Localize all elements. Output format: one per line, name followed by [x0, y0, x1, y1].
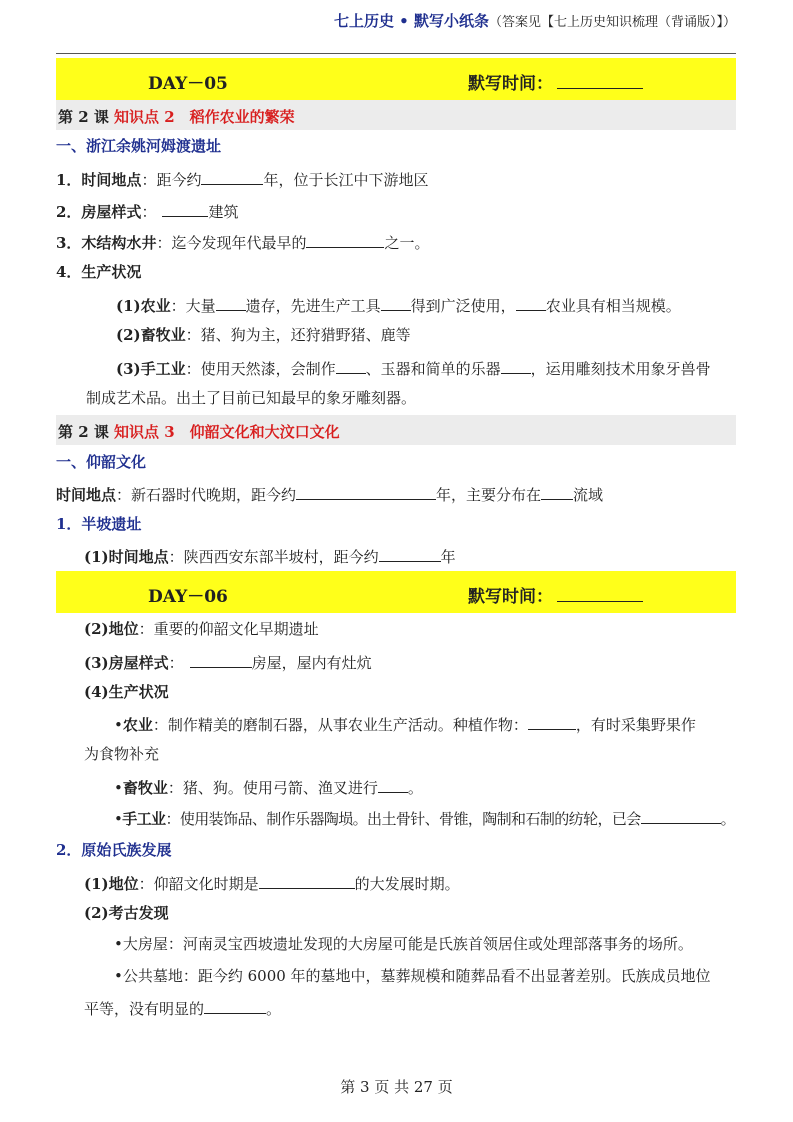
fill-blank[interactable] [336, 357, 366, 374]
fill-blank[interactable] [379, 545, 441, 562]
day-05-bar [56, 58, 736, 100]
dictation-time-blank[interactable] [557, 74, 643, 89]
fill-blank[interactable] [162, 200, 208, 217]
yangshao-time-place: 时间地点：新石器时代晚期，距今约 年，主要分布在 流域 [56, 483, 603, 505]
banpo-handicraft: •手工业：使用装饰品、制作乐器陶埙。出土骨针、骨锥，陶制和石制的纺轮，已会 。 [114, 807, 735, 829]
hemudu-handicraft: (3)手工业：使用天然漆，会制作 、玉器和简单的乐器 ，运用雕刻技术用象牙兽骨 [116, 357, 711, 379]
hemudu-item-1: 1．时间地点：距今约 年，位于长江中下游地区 [56, 168, 428, 190]
banpo-agriculture: •农业：制作精美的磨制石器，从事农业生产活动。种植作物： ，有时采集野果作 [114, 713, 696, 735]
fill-blank[interactable] [381, 294, 411, 311]
day-06-bar [56, 571, 736, 613]
clan-big-house: •大房屋：河南灵宝西坡遗址发现的大房屋可能是氏族首领居住或处理部落事务的场所。 [114, 935, 693, 953]
clan-cemetery: •公共墓地：距今约 6000 年的墓地中，墓葬规模和随葬品看不出显著差别。氏族成员地位 [114, 967, 711, 985]
fill-blank[interactable] [201, 168, 263, 185]
fill-blank[interactable] [528, 713, 576, 730]
day-06-label: DAY－06 [148, 587, 228, 607]
banpo-animal-husbandry: •畜牧业：猪、狗。使用弓箭、渔叉进行 。 [114, 776, 423, 798]
hemudu-animal-husbandry: (2)畜牧业：猪、狗为主，还狩猎野猪、鹿等 [116, 326, 411, 344]
page-header [56, 10, 736, 31]
hemudu-item-4: 4．生产状况 [56, 263, 142, 281]
clan-status: (1)地位：仰韶文化时期是 的大发展时期。 [84, 872, 460, 894]
banpo-time-place: (1)时间地点：陕西西安东部半坡村，距今约 年 [84, 545, 456, 567]
hemudu-heading: 一、浙江余姚河姆渡遗址 [56, 137, 222, 155]
fill-blank[interactable] [541, 483, 573, 500]
fill-blank[interactable] [378, 776, 408, 793]
page-number: 第 3 页 共 27 页 [340, 1078, 453, 1096]
header-rule [56, 53, 736, 54]
banpo-status: (2)地位：重要的仰韶文化早期遗址 [84, 620, 319, 638]
clan-archaeology: (2)考古发现 [84, 904, 169, 922]
hemudu-item-2: 2．房屋样式： 建筑 [56, 200, 238, 222]
dictation-time-label: 默写时间： [468, 587, 553, 607]
fill-blank[interactable] [216, 294, 246, 311]
fill-blank[interactable] [259, 872, 355, 889]
hemudu-handicraft-line-2: 制成艺术品。出土了目前已知最早的象牙雕刻器。 [86, 389, 417, 407]
header-title: 七上历史 • 默写小纸条 [333, 12, 489, 30]
day-05-label: DAY－05 [148, 74, 228, 94]
dictation-time-label: 默写时间： [468, 74, 553, 94]
banpo-house-style: (3)房屋样式： 房屋，屋内有灶炕 [84, 651, 372, 673]
banpo-agriculture-line-2: 为食物补充 [84, 745, 160, 763]
fill-blank[interactable] [516, 294, 546, 311]
lesson-kp3-title: 知识点 3 仰韶文化和大汶口文化 [114, 423, 340, 441]
clan-cemetery-line-2: 平等，没有明显的 。 [84, 997, 281, 1019]
banpo-production: (4)生产状况 [84, 683, 169, 701]
fill-blank[interactable] [641, 807, 721, 824]
dictation-time-blank[interactable] [557, 587, 643, 602]
fill-blank[interactable] [190, 651, 252, 668]
lesson-code: 第 2 课 [58, 423, 109, 441]
lesson-kp3-bar [56, 415, 736, 445]
fill-blank[interactable] [306, 231, 384, 248]
hemudu-agriculture: (1)农业：大量 遗存，先进生产工具 得到广泛使用， 农业具有相当规模。 [116, 294, 681, 316]
day-05-time [468, 69, 643, 94]
day-06-time [468, 582, 643, 607]
lesson-code: 第 2 课 [58, 108, 109, 126]
fill-blank[interactable] [296, 483, 436, 500]
hemudu-item-3: 3．木结构水井：迄今发现年代最早的 之一。 [56, 231, 429, 253]
banpo-heading: 1．半坡遗址 [56, 515, 142, 533]
fill-blank[interactable] [501, 357, 531, 374]
fill-blank[interactable] [204, 997, 266, 1014]
lesson-kp2-title: 知识点 2 稻作农业的繁荣 [114, 108, 295, 126]
yangshao-heading: 一、仰韶文化 [56, 453, 147, 471]
clan-heading: 2．原始氏族发展 [56, 841, 172, 859]
lesson-kp2-bar [56, 100, 736, 130]
header-note: （答案见【七上历史知识梳理（背诵版）】） [488, 15, 736, 30]
